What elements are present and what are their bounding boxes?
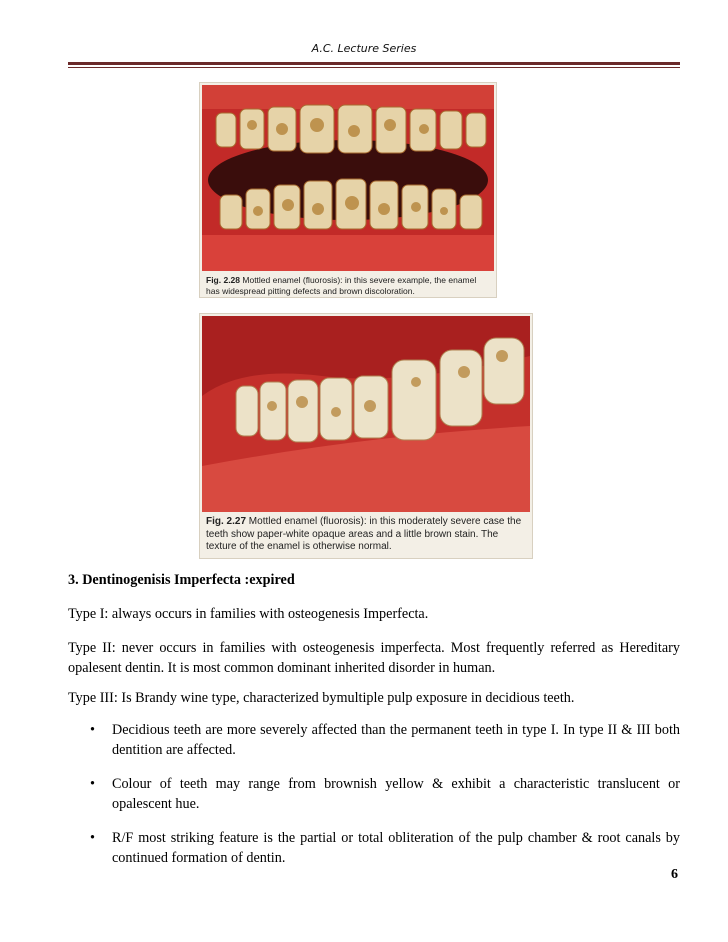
list-item-text: Colour of teeth may range from brownish yellow & exhibit a characteristic translucent or opalescent hue.: [112, 776, 680, 812]
list-item: [68, 720, 680, 760]
figure-number: Fig. 2.28: [206, 275, 241, 285]
paragraph-type-2: Type II: never occurs in families with osteogenesis imperfecta. Most frequently referred as Hereditary opalesent dentin. It is most common dominant inherited disorder in human.: [68, 640, 680, 676]
header-title: A.C. Lecture Series: [311, 42, 417, 55]
list-item: [68, 828, 680, 868]
figure-caption: [206, 516, 526, 554]
figure-fluorosis-severe: [199, 82, 497, 298]
paragraph-type-1: Type I: always occurs in families with osteogenesis Imperfecta.: [68, 606, 429, 622]
section-heading: 3. Dentinogenisis Imperfecta :expired: [68, 572, 295, 588]
header-divider-thin: [68, 67, 680, 68]
bullet-icon: •: [90, 722, 95, 738]
figure-caption-text: Mottled enamel (fluorosis): in this severe example, the enamel has widespread pitting defects and brown discoloration.: [206, 275, 477, 296]
figure-fluorosis-moderate: [199, 313, 533, 559]
figure-caption: [206, 275, 490, 296]
bullet-icon: •: [90, 776, 95, 792]
list-item: [68, 774, 680, 814]
bullet-icon: •: [90, 830, 95, 846]
photo-severe-fluorosis: [202, 85, 494, 271]
list-item-text: R/F most striking feature is the partial or total obliteration of the pulp chamber & root canals by continued formation of dentin.: [112, 830, 680, 866]
header-divider: [68, 62, 680, 65]
list-item-text: Decidious teeth are more severely affected than the permanent teeth in type I. In type II & III both dentition are affected.: [112, 722, 680, 758]
figure-caption-text: Mottled enamel (fluorosis): in this moderately severe case the teeth show paper-white opaque areas and a little brown stain. The texture of the enamel is otherwise normal.: [206, 516, 522, 552]
figure-number: Fig. 2.27: [206, 516, 247, 527]
bullet-list: [68, 720, 680, 882]
page-number: 6: [671, 867, 678, 882]
paragraph-type-3: Type III: Is Brandy wine type, characterized bymultiple pulp exposure in decidious teeth.: [68, 690, 575, 706]
photo-moderate-fluorosis: [202, 316, 530, 512]
